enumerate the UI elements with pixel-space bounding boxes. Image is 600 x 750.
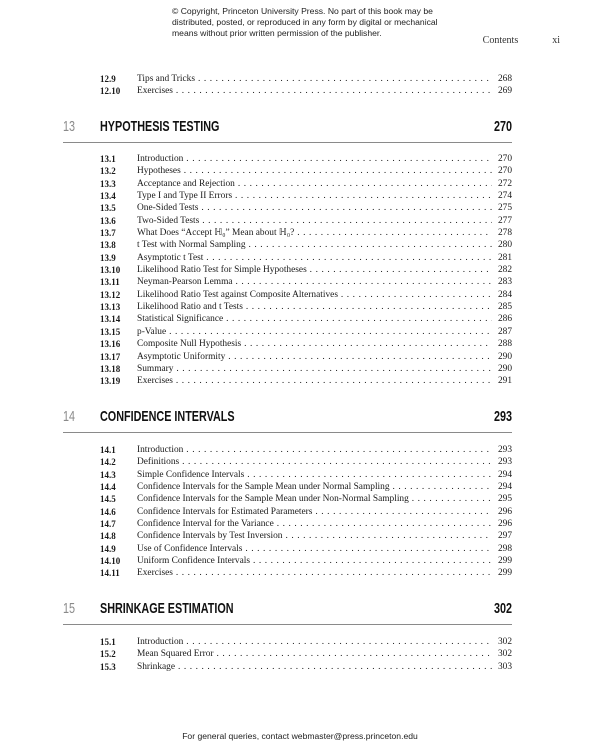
section-page: 288 xyxy=(497,339,512,350)
section-number: 13.5 xyxy=(100,203,116,214)
section-title: Statistical Significance . . . xyxy=(137,313,492,325)
section-number: 13.15 xyxy=(100,326,121,337)
section-number: 13.10 xyxy=(100,265,121,276)
toc-entry[interactable] xyxy=(100,264,512,276)
section-title: Shrinkage . . . xyxy=(137,661,492,673)
chapter-page: 293 xyxy=(493,408,512,425)
chapter-title: SHRINKAGE ESTIMATION xyxy=(100,600,234,617)
section-title: Uniform Confidence Intervals . . . xyxy=(137,555,492,567)
section-number: 13.2 xyxy=(100,166,116,177)
section-title: What Does “Accept ℍ₀” Mean about ℍ₀? . . . xyxy=(137,227,492,239)
section-title: Introduction . . . xyxy=(137,444,492,456)
chapter-title: HYPOTHESIS TESTING xyxy=(100,118,220,135)
toc-entry[interactable] xyxy=(100,301,512,313)
toc-entry[interactable] xyxy=(100,313,512,325)
section-page: 302 xyxy=(497,649,512,660)
toc-entry[interactable] xyxy=(100,518,512,530)
section-title: Acceptance and Rejection . . . xyxy=(137,178,492,190)
section-number: 14.8 xyxy=(100,531,116,542)
section-number: 13.4 xyxy=(100,191,116,202)
section-number: 13.19 xyxy=(100,376,121,387)
section-page: 287 xyxy=(497,326,512,337)
section-list xyxy=(100,73,512,98)
section-list xyxy=(100,153,512,388)
toc-entry[interactable] xyxy=(100,326,512,338)
section-number: 13.11 xyxy=(100,277,120,288)
section-page: 277 xyxy=(497,215,512,226)
section-title: Hypotheses . . . xyxy=(137,165,492,177)
section-title: Likelihood Ratio Test against Composite Alternatives . . . xyxy=(137,289,492,301)
toc-entry[interactable] xyxy=(100,567,512,579)
toc-entry[interactable] xyxy=(100,178,512,190)
section-number: 13.12 xyxy=(100,289,121,300)
section-title: Exercises . . . xyxy=(137,85,492,97)
chapter-number: 14 xyxy=(63,408,76,425)
chapter-heading[interactable] xyxy=(63,408,512,433)
section-list xyxy=(100,444,512,580)
section-number: 15.3 xyxy=(100,661,116,672)
section-page: 270 xyxy=(497,154,512,164)
running-head-title: Contents xyxy=(482,35,519,46)
toc-entry[interactable] xyxy=(100,456,512,468)
section-page: 270 xyxy=(497,166,512,177)
section-list xyxy=(100,636,512,673)
section-number: 14.2 xyxy=(100,457,116,468)
section-page: 299 xyxy=(497,568,512,579)
section-page: 286 xyxy=(497,314,512,325)
toc-entry[interactable] xyxy=(100,153,512,165)
section-title: Confidence Intervals by Test Inversion . . . xyxy=(137,530,492,542)
section-number: 13.13 xyxy=(100,302,121,313)
toc-entry[interactable] xyxy=(100,636,512,648)
section-page: 274 xyxy=(497,191,512,202)
section-number: 13.1 xyxy=(100,154,116,164)
section-title: Type I and Type II Errors . . . xyxy=(137,190,492,202)
toc-entry[interactable] xyxy=(100,289,512,301)
section-number: 14.5 xyxy=(100,494,116,505)
section-title: p-Value . . . xyxy=(137,326,492,338)
section-number: 14.4 xyxy=(100,482,116,493)
section-number: 13.8 xyxy=(100,240,116,251)
section-page: 275 xyxy=(497,203,512,214)
toc-entry[interactable] xyxy=(100,661,512,673)
section-number: 15.1 xyxy=(100,637,116,647)
section-number: 13.3 xyxy=(100,178,116,189)
section-number: 14.6 xyxy=(100,506,116,517)
section-page: 278 xyxy=(497,228,512,239)
section-page: 268 xyxy=(497,74,512,84)
section-page: 282 xyxy=(497,265,512,276)
section-title: Two-Sided Tests . . . xyxy=(137,215,492,227)
section-title: Mean Squared Error . . . xyxy=(137,648,492,660)
section-title: Summary . . . xyxy=(137,363,492,375)
section-page: 295 xyxy=(497,494,512,505)
toc-entry[interactable] xyxy=(100,493,512,505)
toc-entry[interactable] xyxy=(100,202,512,214)
toc-entry[interactable] xyxy=(100,190,512,202)
section-number: 14.1 xyxy=(100,445,116,455)
section-page: 290 xyxy=(497,363,512,374)
section-title: Confidence Intervals for Estimated Parameters . . . xyxy=(137,506,492,518)
toc-entry[interactable] xyxy=(100,73,512,85)
footer-contact: For general queries, contact webmaster@press.princeton.edu xyxy=(182,731,418,741)
section-page: 294 xyxy=(497,482,512,493)
section-title: Asymptotic t Test . . . xyxy=(137,252,492,264)
section-number: 13.9 xyxy=(100,252,116,263)
section-number: 13.14 xyxy=(100,314,121,325)
section-number: 14.7 xyxy=(100,519,116,530)
section-title: Introduction . . . xyxy=(137,636,492,648)
chapter-heading[interactable] xyxy=(63,600,512,625)
section-title: Likelihood Ratio Test for Simple Hypotheses . . . xyxy=(137,264,492,276)
section-page: 285 xyxy=(497,302,512,313)
section-page: 294 xyxy=(497,469,512,480)
section-title: Confidence Intervals for the Sample Mean under Non-Normal Sampling . . . xyxy=(137,493,492,505)
section-title: Confidence Interval for the Variance . . . xyxy=(137,518,492,530)
section-number: 13.18 xyxy=(100,363,121,374)
section-page: 272 xyxy=(497,178,512,189)
toc-entry[interactable] xyxy=(100,239,512,251)
chapter-number: 13 xyxy=(63,118,76,135)
toc-entry[interactable] xyxy=(100,165,512,177)
section-title: Use of Confidence Intervals . . . xyxy=(137,543,492,555)
section-page: 269 xyxy=(497,86,512,97)
section-page: 284 xyxy=(497,289,512,300)
chapter-number: 15 xyxy=(63,600,76,617)
section-number: 13.16 xyxy=(100,339,121,350)
section-title: Definitions . . . xyxy=(137,456,492,468)
section-title: Exercises . . . xyxy=(137,375,492,387)
section-title: Simple Confidence Intervals . . . xyxy=(137,469,492,481)
section-page: 296 xyxy=(497,519,512,530)
section-number: 12.10 xyxy=(100,86,121,97)
toc-entry[interactable] xyxy=(100,227,512,239)
toc-entry[interactable] xyxy=(100,543,512,555)
section-number: 15.2 xyxy=(100,649,116,660)
section-page: 303 xyxy=(497,661,512,672)
chapter-heading[interactable] xyxy=(63,118,512,143)
toc-entry[interactable] xyxy=(100,375,512,387)
chapter-page: 270 xyxy=(493,118,512,135)
section-page: 297 xyxy=(497,531,512,542)
section-page: 293 xyxy=(497,457,512,468)
section-page: 298 xyxy=(497,543,512,554)
page-number: xi xyxy=(552,35,560,46)
section-title: Tips and Tricks . . . xyxy=(137,73,492,85)
toc-entry[interactable] xyxy=(100,444,512,456)
toc-entry[interactable] xyxy=(100,481,512,493)
toc-entry[interactable] xyxy=(100,85,512,97)
toc-entry[interactable] xyxy=(100,363,512,375)
toc-entry[interactable] xyxy=(100,506,512,518)
section-page: 299 xyxy=(497,556,512,567)
section-page: 281 xyxy=(497,252,512,263)
section-number: 13.17 xyxy=(100,351,121,362)
section-title: Exercises . . . xyxy=(137,567,492,579)
toc-entry[interactable] xyxy=(100,648,512,660)
section-title: Likelihood Ratio and t Tests . . . xyxy=(137,301,492,313)
section-number: 13.6 xyxy=(100,215,116,226)
toc-entry[interactable] xyxy=(100,338,512,350)
section-number: 14.10 xyxy=(100,556,121,567)
toc-entry[interactable] xyxy=(100,276,512,288)
section-title: Asymptotic Uniformity . . . xyxy=(137,351,492,363)
copyright-notice: © Copyright, Princeton University Press. No part of this book may be distributed, posted, or reproduced in any form by digital or mechanical means without prior written permission of the publisher. xyxy=(172,6,438,39)
toc-entry[interactable] xyxy=(100,351,512,363)
section-number: 13.7 xyxy=(100,228,116,239)
toc-entry[interactable] xyxy=(100,215,512,227)
section-title: Neyman-Pearson Lemma . . . xyxy=(137,276,492,288)
section-number: 14.11 xyxy=(100,568,120,579)
chapter-page: 302 xyxy=(493,600,512,617)
running-head xyxy=(483,35,560,46)
toc-entry[interactable] xyxy=(100,469,512,481)
section-title: Composite Null Hypothesis . . . xyxy=(137,338,492,350)
section-page: 296 xyxy=(497,506,512,517)
section-page: 291 xyxy=(497,376,512,387)
section-number: 14.9 xyxy=(100,543,116,554)
toc-entry[interactable] xyxy=(100,555,512,567)
section-title: t Test with Normal Sampling . . . xyxy=(137,239,492,251)
toc-entry[interactable] xyxy=(100,530,512,542)
section-title: Introduction . . . xyxy=(137,153,492,165)
section-page: 290 xyxy=(497,351,512,362)
section-page: 293 xyxy=(497,445,512,455)
section-page: 280 xyxy=(497,240,512,251)
section-page: 283 xyxy=(497,277,512,288)
toc-entry[interactable] xyxy=(100,252,512,264)
section-page: 302 xyxy=(497,637,512,647)
section-title: Confidence Intervals for the Sample Mean under Normal Sampling . . . xyxy=(137,481,492,493)
section-title: One-Sided Tests . . . xyxy=(137,202,492,214)
section-number: 14.3 xyxy=(100,469,116,480)
section-number: 12.9 xyxy=(100,74,116,84)
chapter-title: CONFIDENCE INTERVALS xyxy=(100,408,235,425)
